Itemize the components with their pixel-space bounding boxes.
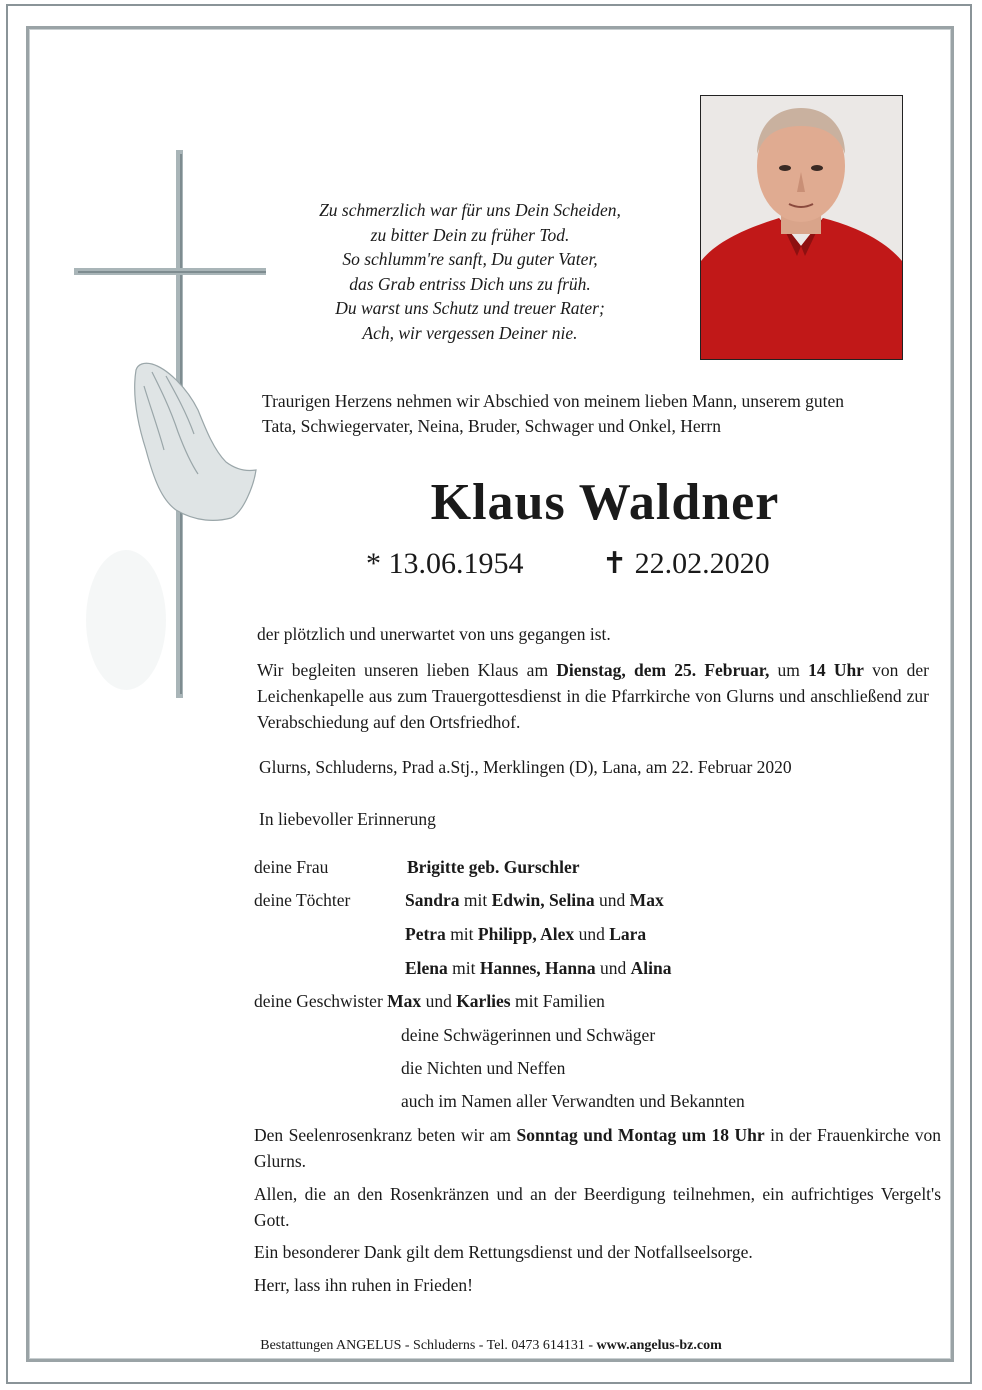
mourner-name: Max [629,890,664,910]
birth-date: 13.06.1954 [388,547,524,580]
mourner-name: Petra [405,924,446,944]
nieces-line: die Nichten und Neffen [401,1058,566,1078]
mourner-name: Elena [405,958,448,978]
mourner-text: und [421,991,457,1011]
thanks-special: Ein besonderer Dank gilt dem Rettungsdienst und der Notfallseelsorge. [254,1242,753,1262]
cross-with-praying-hands-icon [66,150,266,710]
rosary-text: Den Seelenrosenkranz beten wir am [254,1125,517,1145]
daughters-label: deine Töchter [254,890,351,910]
footer-website-link[interactable]: www.angelus-bz.com [596,1338,722,1353]
portrait-photo [700,95,903,360]
daughter-row [405,887,664,913]
mourner-name: Max [387,991,422,1011]
deceased-name: Klaus Waldner [430,474,780,531]
rosary-paragraph [254,1122,941,1174]
mourner-text: mit Familien [510,991,605,1011]
mourner-name: Philipp, Alex [477,924,575,944]
funeral-text: Wir begleiten unseren lieben Klaus am [257,660,557,680]
rosary-time: Sonntag und Montag um 18 Uhr [516,1125,765,1145]
passed-text: der plötzlich und unerwartet von uns gegangen ist. [257,624,611,644]
daughter-row [405,921,646,947]
thanks-all: Allen, die an den Rosenkränzen und an der Beerdigung teilnehmen, ein aufrichtiges Vergelt's Gott. [254,1184,941,1230]
mourner-name: Hannes, Hanna [479,958,596,978]
funeral-date: Dienstag, dem 25. Februar, [556,660,770,680]
poem-line: Ach, wir vergessen Deiner nie. [362,322,578,343]
funeral-time: 14 Uhr [808,660,864,680]
mourner-text: und [595,958,631,978]
mourner-text: und [594,890,630,910]
memory-heading: In liebevoller Erinnerung [259,809,436,829]
birth-star-icon: * [366,547,381,580]
death-date: 22.02.2020 [634,547,770,580]
places-date: Glurns, Schluderns, Prad a.Stj., Merklingen (D), Lana, am 22. Februar 2020 [259,757,792,777]
mourner-text: und [574,924,610,944]
mourner-name: Lara [609,924,647,944]
wife-name-text: Brigitte geb. Gurschler [407,857,580,877]
mourner-text: mit [459,890,492,910]
prayer: Herr, lass ihn ruhen in Frieden! [254,1275,473,1295]
funeral-text: von der Leichenkapelle aus zum Trauergottesdienst in die Pfarrkirche von Glurns und anschließend zur Verabschiedung auf den Ortsfriedhof. [257,660,929,732]
intro-line: Traurigen Herzens nehmen wir Abschied von meinem lieben Mann, unserem guten [262,391,845,411]
siblings-label: deine Geschwister [254,991,383,1011]
mourner-name: Alina [630,958,672,978]
intro-line: Tata, Schwiegervater, Neina, Bruder, Schwager und Onkel, Herrn [262,416,722,436]
daughter-row [405,955,671,981]
poem-line: Du warst uns Schutz und treuer Rater; [335,298,605,319]
poem-line: Zu schmerzlich war für uns Dein Scheiden, [319,200,621,220]
mourner-text: mit [445,924,478,944]
poem [250,198,690,346]
death-date-line [602,544,770,584]
poem-line: zu bitter Dein zu früher Tod. [370,224,570,245]
footer [0,1336,982,1356]
portrait-image [701,96,902,359]
poem-line: das Grab entriss Dich uns zu früh. [349,273,591,294]
mourner-name: Karlies [456,991,511,1011]
relatives-line: auch im Namen aller Verwandten und Bekannten [401,1091,745,1111]
inlaws-line: deine Schwägerinnen und Schwäger [401,1025,656,1045]
wife-label: deine Frau [254,857,329,877]
funeral-text: um [769,660,809,680]
wife-name [407,854,580,880]
rosary-text: in der Frauenkirche von Glurns. [254,1125,942,1171]
siblings-row [254,988,605,1014]
death-cross-icon: ✝ [602,547,628,580]
mourner-name: Sandra [405,890,460,910]
birth-date-line [366,544,524,584]
mourner-text: mit [447,958,480,978]
poem-line: So schlumm're sanft, Du guter Vater, [342,249,598,270]
footer-text: Bestattungen ANGELUS - Schluderns - Tel. 0473 614131 - [260,1338,597,1353]
mourner-name: Edwin, Selina [491,890,595,910]
funeral-paragraph [257,657,929,735]
